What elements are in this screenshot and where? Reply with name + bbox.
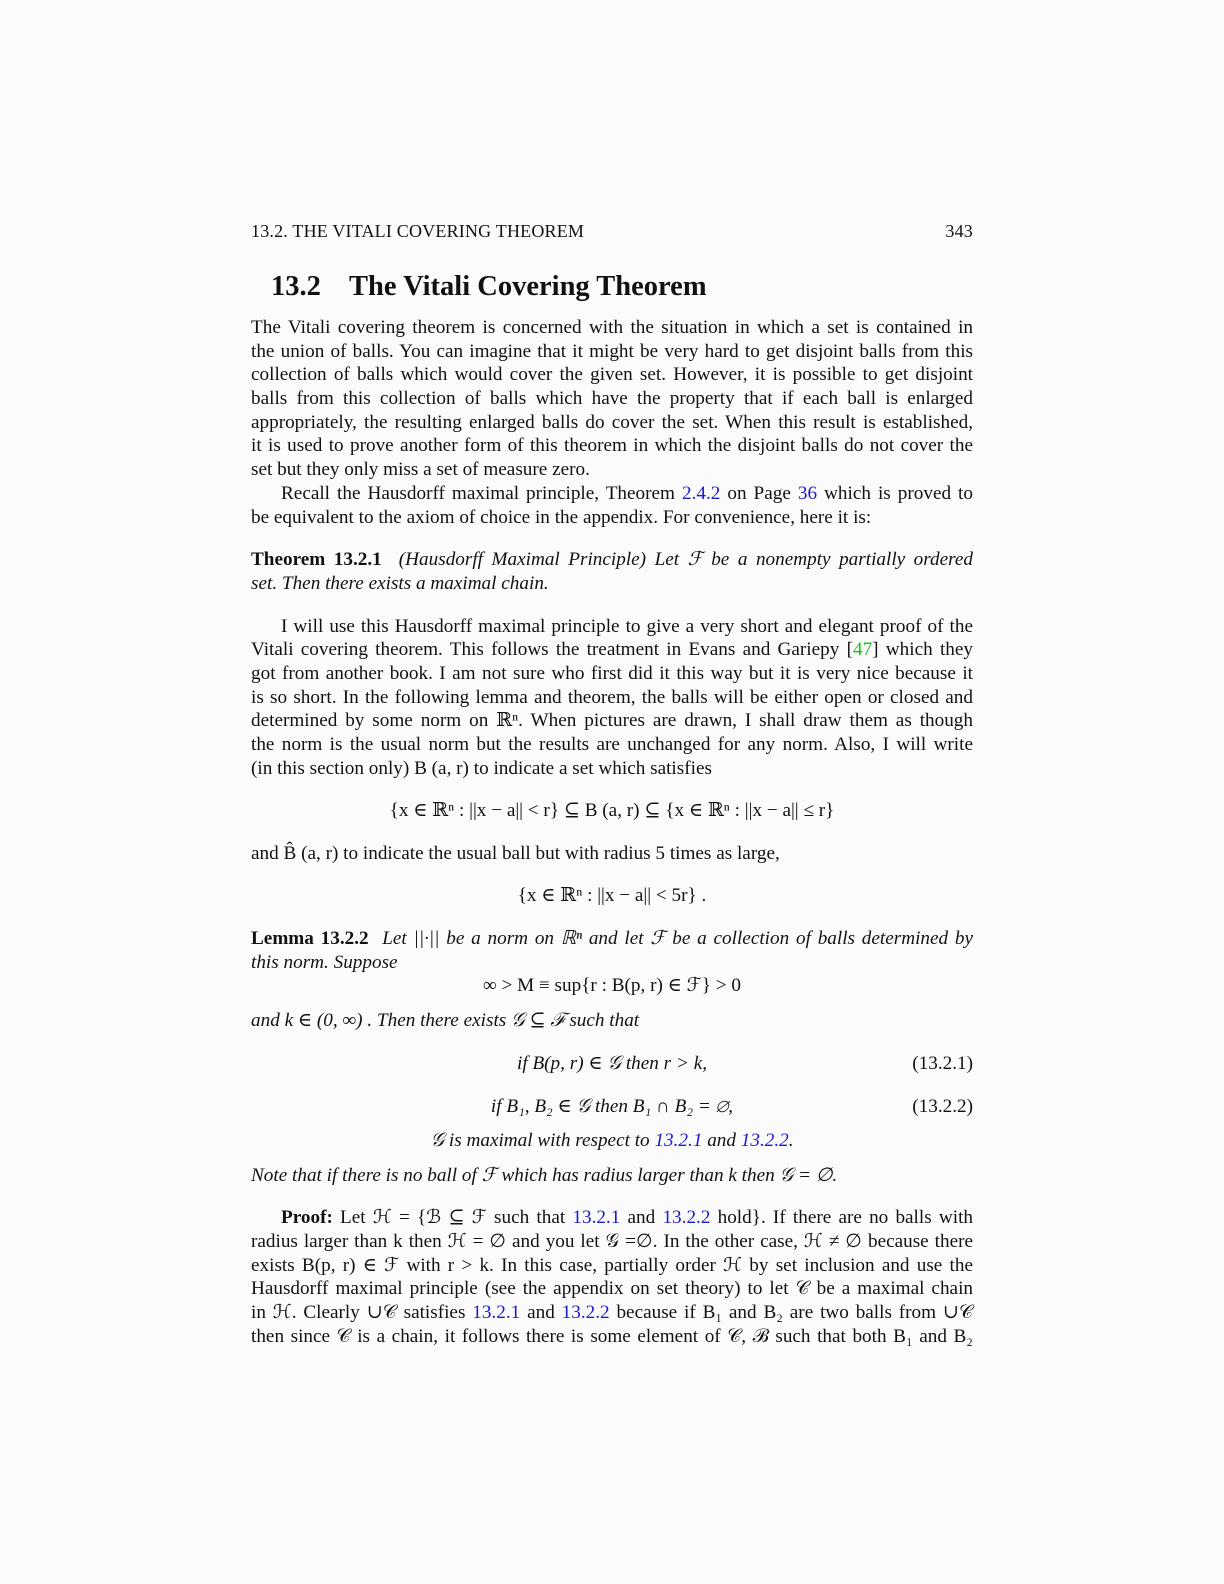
para-line: Vitali covering theorem. This follows the treatment in Evans and Gariepy [47] which they xyxy=(251,639,973,660)
equation-number: (13.2.2) xyxy=(912,1096,973,1117)
intro-line: The Vitali covering theorem is concerned with the situation in which a set is contained in xyxy=(251,317,973,338)
proof-line: Hausdorff maximal principle (see the appendix on set theory) to let 𝒞 be a maximal chain xyxy=(251,1278,973,1299)
section-number: 13.2 xyxy=(271,271,321,302)
para-line: the norm is the usual norm but the results are unchanged for any norm. Also, I will write xyxy=(251,734,973,755)
intro-line: set but they only miss a set of measure zero. xyxy=(251,459,590,480)
equation-link[interactable]: 13.2.2 xyxy=(662,1207,711,1228)
equation-link[interactable]: 13.2.1 xyxy=(572,1207,621,1228)
proof-line: Proof: Let ℋ = {ℬ ⊆ ℱ such that 13.2.1 and 13.2.2 hold}. If there are no balls with xyxy=(281,1207,973,1228)
proof-label: Proof: xyxy=(281,1207,333,1228)
display-equation: {x ∈ ℝⁿ : ||x − a|| < 5r} . xyxy=(517,885,707,906)
section-heading xyxy=(271,271,707,303)
para-line: I will use this Hausdorff maximal principle to give a very short and elegant proof of the xyxy=(281,616,973,637)
numbered-equation: if B(p, r) ∈ 𝒢 then r > k, (13.2.1) xyxy=(516,1053,973,1074)
section-title: The Vitali Covering Theorem xyxy=(349,271,707,302)
equation-number: (13.2.1) xyxy=(912,1053,973,1074)
equation-link[interactable]: 13.2.1 xyxy=(472,1302,521,1323)
theorem-label: Theorem 13.2.1 xyxy=(251,549,382,570)
recall-line: Recall the Hausdorff maximal principle, Theorem 2.4.2 on Page 36 which is proved to xyxy=(281,483,973,504)
lemma-line: and k ∈ (0, ∞) . Then there exists 𝒢 ⊆ ℱ such that xyxy=(251,1010,640,1031)
equation-link[interactable]: 13.2.1 xyxy=(654,1130,703,1151)
proof-line: exists B(p, r) ∈ ℱ with r > k. In this case, partially order ℋ by set inclusion and use the xyxy=(251,1255,973,1276)
lemma-line: Lemma 13.2.2 Let ||·|| be a norm on ℝⁿ and let ℱ be a collection of balls determined by xyxy=(251,928,974,949)
para-line: is so short. In the following lemma and theorem, the balls will be either open or closed and xyxy=(251,687,973,708)
para-line: (in this section only) B (a, r) to indicate a set which satisfies xyxy=(251,758,712,779)
intro-line: balls from this collection of balls which have the property that if each ball is enlarged xyxy=(251,388,973,409)
intro-line: appropriately, the resulting enlarged balls do cover the set. When this result is established, xyxy=(251,412,973,433)
display-equation: {x ∈ ℝⁿ : ||x − a|| < r} ⊆ B (a, r) ⊆ {x ∈ ℝⁿ : ||x − a|| ≤ r} xyxy=(389,800,835,821)
display-equation: ∞ > M ≡ sup{r : B(p, r) ∈ ℱ} > 0 xyxy=(482,975,741,996)
equation-link[interactable]: 13.2.2 xyxy=(561,1302,610,1323)
para-line: determined by some norm on ℝⁿ. When pictures are drawn, I shall draw them as though xyxy=(251,710,973,731)
theorem-link[interactable]: 2.4.2 xyxy=(681,483,721,504)
running-title: 13.2. THE VITALI COVERING THEOREM xyxy=(251,221,585,241)
intro-line: the union of balls. You can imagine that it might be very hard to get disjoint balls from this xyxy=(251,341,973,362)
para-line: got from another book. I am not sure who first did it this way but it is very nice because it xyxy=(251,663,973,684)
proof-line: then since 𝒞 is a chain, it follows there is some element of 𝒞, ℬ such that both B₁ and B₂ xyxy=(251,1326,973,1347)
lemma-label: Lemma 13.2.2 xyxy=(251,928,369,949)
theorem-line: Theorem 13.2.1 (Hausdorff Maximal Principle) Let ℱ be a nonempty partially ordered xyxy=(251,549,974,570)
lemma-line: 𝒢 is maximal with respect to 13.2.1 and 13.2.2. xyxy=(430,1130,794,1151)
citation-link[interactable]: 47 xyxy=(852,639,873,660)
page-number: 343 xyxy=(945,221,973,241)
running-header xyxy=(251,219,973,243)
recall-line: be equivalent to the axiom of choice in the appendix. For convenience, here it is: xyxy=(251,507,872,528)
theorem-line: set. Then there exists a maximal chain. xyxy=(251,573,549,594)
intro-line: collection of balls which would cover the given set. However, it is possible to get disjoint xyxy=(251,364,973,385)
proof-line: in ℋ. Clearly ∪𝒞 satisfies 13.2.1 and 13.2.2 because if B₁ and B₂ are two balls from ∪𝒞 xyxy=(251,1302,973,1323)
proof-line: radius larger than k then ℋ = ∅ and you let 𝒢 =∅. In the other case, ℋ ≠ ∅ because there xyxy=(251,1231,973,1252)
numbered-equation: if B₁, B₂ ∈ 𝒢 then B₁ ∩ B₂ = ∅, (13.2.2) xyxy=(490,1096,973,1117)
equation-link[interactable]: 13.2.2 xyxy=(740,1130,789,1151)
intro-line: it is used to prove another form of this theorem in which the disjoint balls do not cover the xyxy=(251,435,973,456)
para-line: and B̂ (a, r) to indicate the usual ball but with radius 5 times as large, xyxy=(251,843,780,864)
lemma-line: this norm. Suppose xyxy=(251,952,398,973)
lemma-note: Note that if there is no ball of ℱ which has radius larger than k then 𝒢 = ∅. xyxy=(251,1165,838,1186)
page-link[interactable]: 36 xyxy=(797,483,818,504)
